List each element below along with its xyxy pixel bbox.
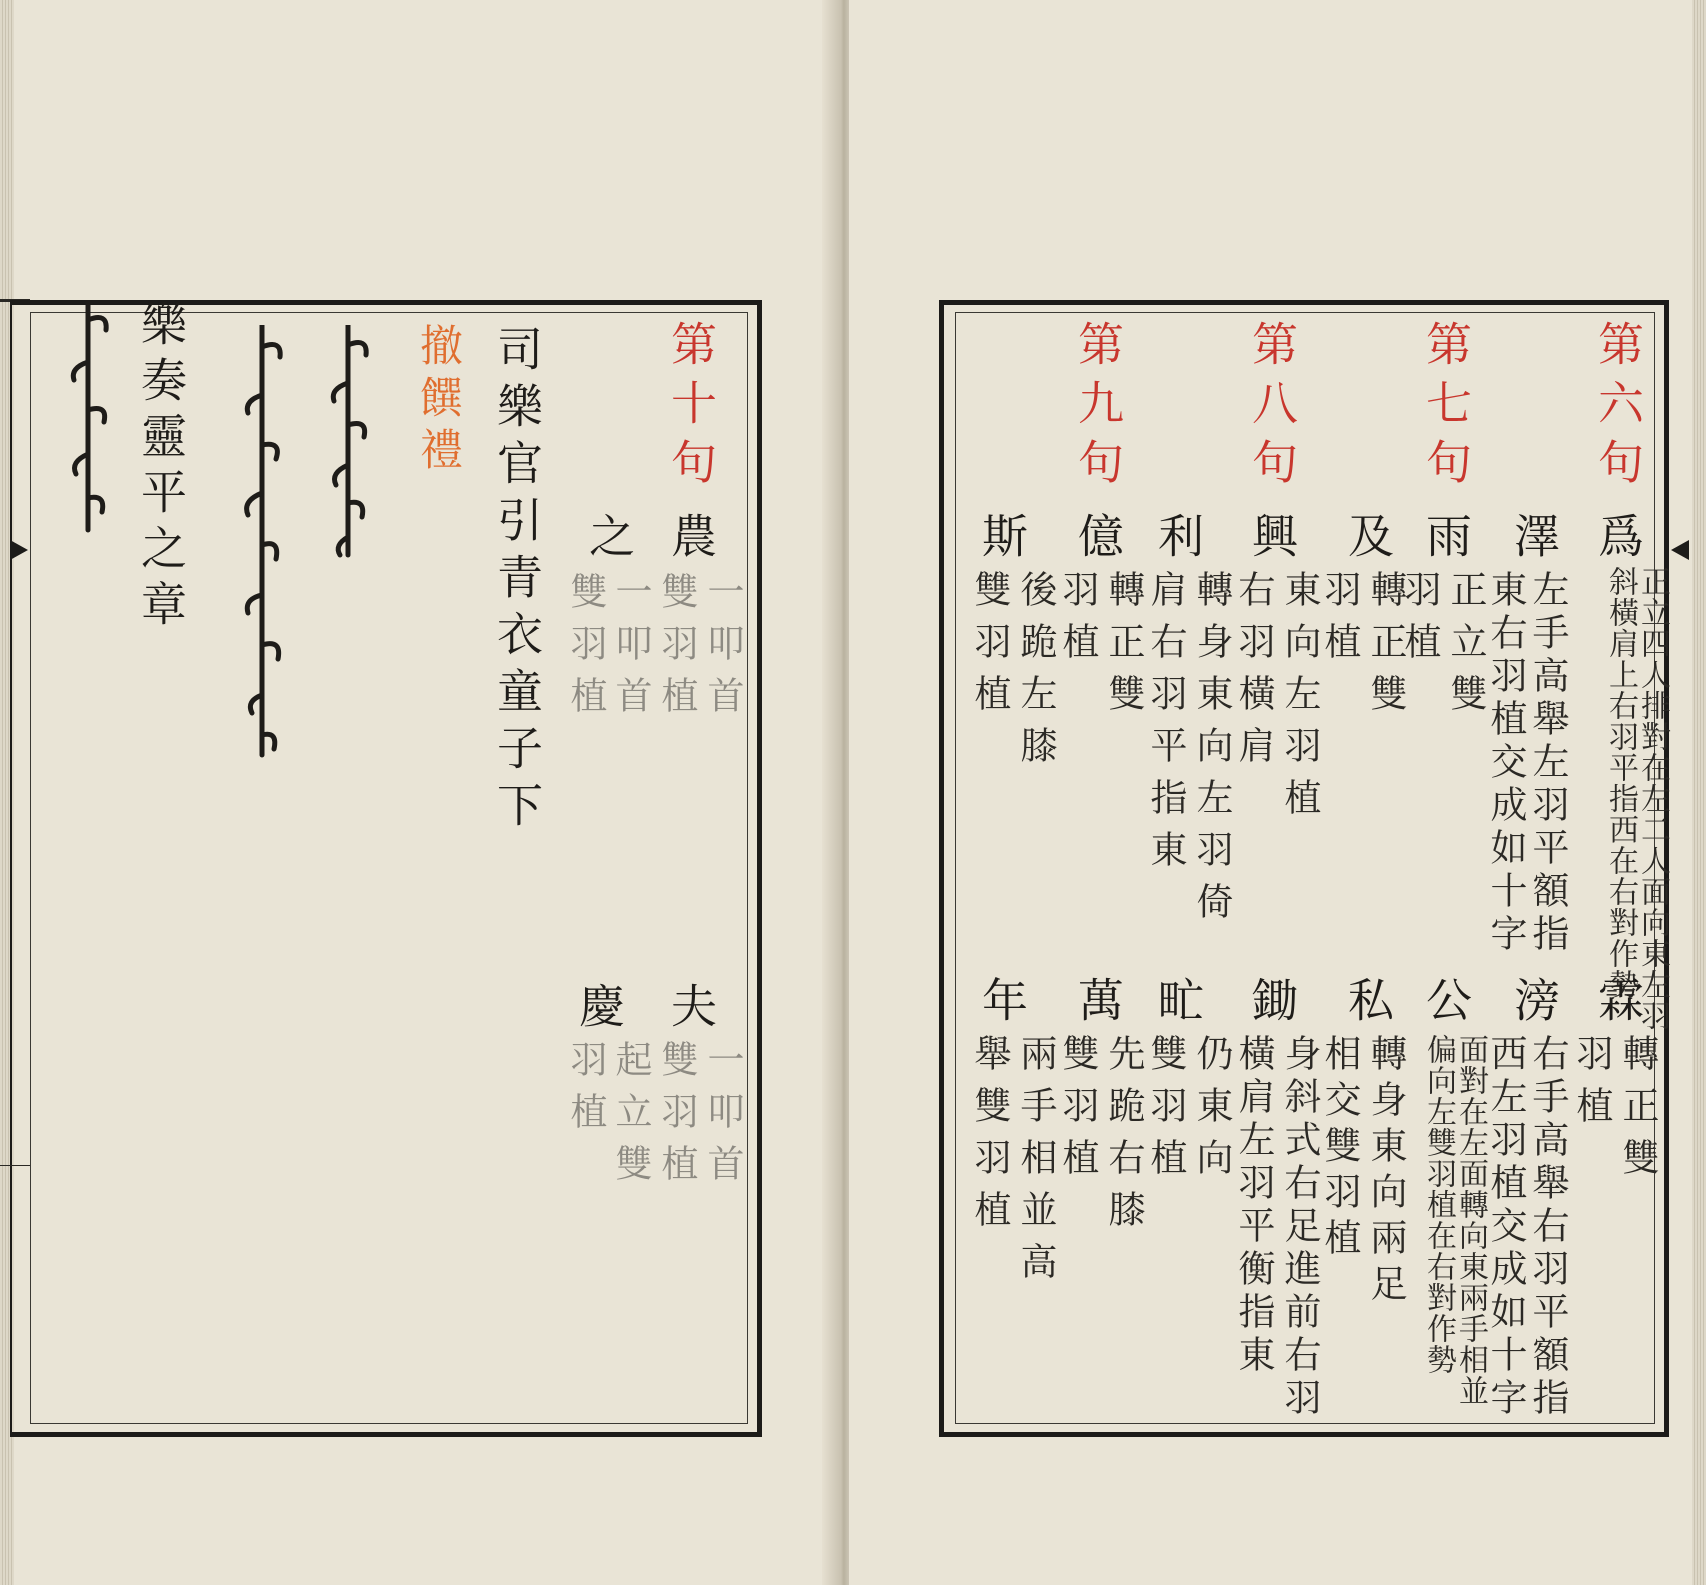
dance-note: 先跪右膝 (1102, 1034, 1145, 1242)
dance-note: 羽植 (1318, 570, 1361, 674)
heading-tenth-phrase: 第十句 (664, 320, 718, 497)
lyric-char: 滂 (1507, 976, 1561, 1036)
lyric-char: 甿 (1151, 976, 1205, 1036)
dance-note: 雙羽植 (655, 572, 698, 728)
fold-mark (1671, 540, 1689, 560)
dance-note: 羽植 (1398, 570, 1441, 674)
dance-note: 雙羽植 (968, 570, 1011, 726)
dance-note: 兩手相並高 (1014, 1034, 1057, 1294)
instruction-text: 司樂官引青衣童子下 (490, 325, 544, 838)
heading-ninth-phrase: 第九句 (1071, 320, 1125, 497)
lyric-char: 霖 (1591, 976, 1645, 1036)
dance-note: 轉身東向兩足 (1364, 1034, 1407, 1310)
lyric-char: 爲 (1591, 512, 1645, 572)
manchu-script-column (60, 300, 116, 540)
lyric-char: 萬 (1071, 976, 1125, 1036)
lyric-char: 公 (1419, 976, 1473, 1036)
dance-note: 舉雙羽植 (968, 1034, 1011, 1242)
dance-note: 轉正雙 (1102, 570, 1145, 726)
dance-note: 正立雙 (1444, 570, 1487, 726)
dance-note: 相交雙羽植 (1318, 1034, 1361, 1264)
dance-note: 右手高舉右羽平額指 (1526, 1034, 1569, 1421)
dance-note: 偏向左雙羽植在右對作勢 (1421, 1034, 1456, 1375)
fold-mark (10, 540, 28, 560)
dance-note: 肩右羽平指東 (1144, 570, 1187, 882)
dance-note: 轉正雙 (1616, 1034, 1659, 1190)
dance-note: 雙羽植 (564, 572, 607, 728)
dance-note: 橫肩左羽平衡指東 (1232, 1034, 1275, 1378)
right-page (849, 0, 1706, 1585)
dance-note: 雙羽植 (1056, 1034, 1099, 1190)
manchu-script-column (232, 325, 292, 765)
ceremony-title: 撤饌禮 (413, 323, 463, 479)
page-rule (0, 1165, 30, 1166)
lyric-char: 雨 (1419, 512, 1473, 572)
heading-seventh-phrase: 第七句 (1419, 320, 1473, 497)
dance-note: 雙羽植 (1144, 1034, 1187, 1190)
page-edge-right (1692, 0, 1706, 1585)
lyric-char: 鋤 (1245, 976, 1299, 1036)
dance-note: 正立四人排對在左二人面向東左羽 (1635, 566, 1670, 1031)
lyric-char: 利 (1151, 512, 1205, 572)
heading-eighth-phrase: 第八句 (1245, 320, 1299, 497)
dance-note: 起立雙 (609, 1040, 652, 1196)
dance-note: 左手高舉左羽平額指 (1526, 570, 1569, 957)
dance-note: 面對在左面轉向東兩手相並 (1453, 1034, 1488, 1406)
lyric-char: 慶 (572, 982, 626, 1042)
dance-note: 一叩首 (609, 572, 652, 728)
dance-note: 羽植 (1570, 1034, 1613, 1138)
manchu-script-column (320, 325, 376, 565)
lyric-char: 澤 (1507, 512, 1561, 572)
dance-note: 右羽橫肩 (1232, 570, 1275, 778)
dance-note: 轉身東向左羽倚 (1190, 570, 1233, 934)
left-page (0, 0, 847, 1585)
dance-note: 仍東向 (1190, 1034, 1233, 1190)
dance-note: 東右羽植交成如十字 (1484, 570, 1527, 957)
dance-note: 一叩首 (701, 572, 744, 728)
dance-note: 身斜式右足進前右羽 (1278, 1034, 1321, 1421)
dance-note: 一叩首 (701, 1040, 744, 1196)
lyric-char: 之 (582, 512, 636, 572)
dance-note: 轉正雙 (1364, 570, 1407, 726)
lyric-char: 及 (1341, 512, 1395, 572)
dance-note: 東向左羽植 (1278, 570, 1321, 830)
lyric-char: 私 (1341, 976, 1395, 1036)
dance-note: 後跪左膝 (1014, 570, 1057, 778)
dance-note: 羽植 (1056, 570, 1099, 674)
heading-sixth-phrase: 第六句 (1591, 320, 1645, 497)
lyric-char: 農 (664, 512, 718, 572)
lyric-char: 興 (1245, 512, 1299, 572)
lyric-char: 夫 (664, 982, 718, 1042)
chapter-title: 樂奏靈平之章 (134, 300, 188, 636)
lyric-char: 年 (975, 976, 1029, 1036)
dance-note: 斜橫肩上右羽平指西在右對作勢 (1603, 566, 1638, 1000)
dance-note: 雙羽植 (655, 1040, 698, 1196)
dance-note: 羽植 (564, 1040, 607, 1144)
dance-note: 西左羽植交成如十字 (1484, 1034, 1527, 1421)
lyric-char: 億 (1071, 512, 1125, 572)
lyric-char: 斯 (975, 512, 1029, 572)
